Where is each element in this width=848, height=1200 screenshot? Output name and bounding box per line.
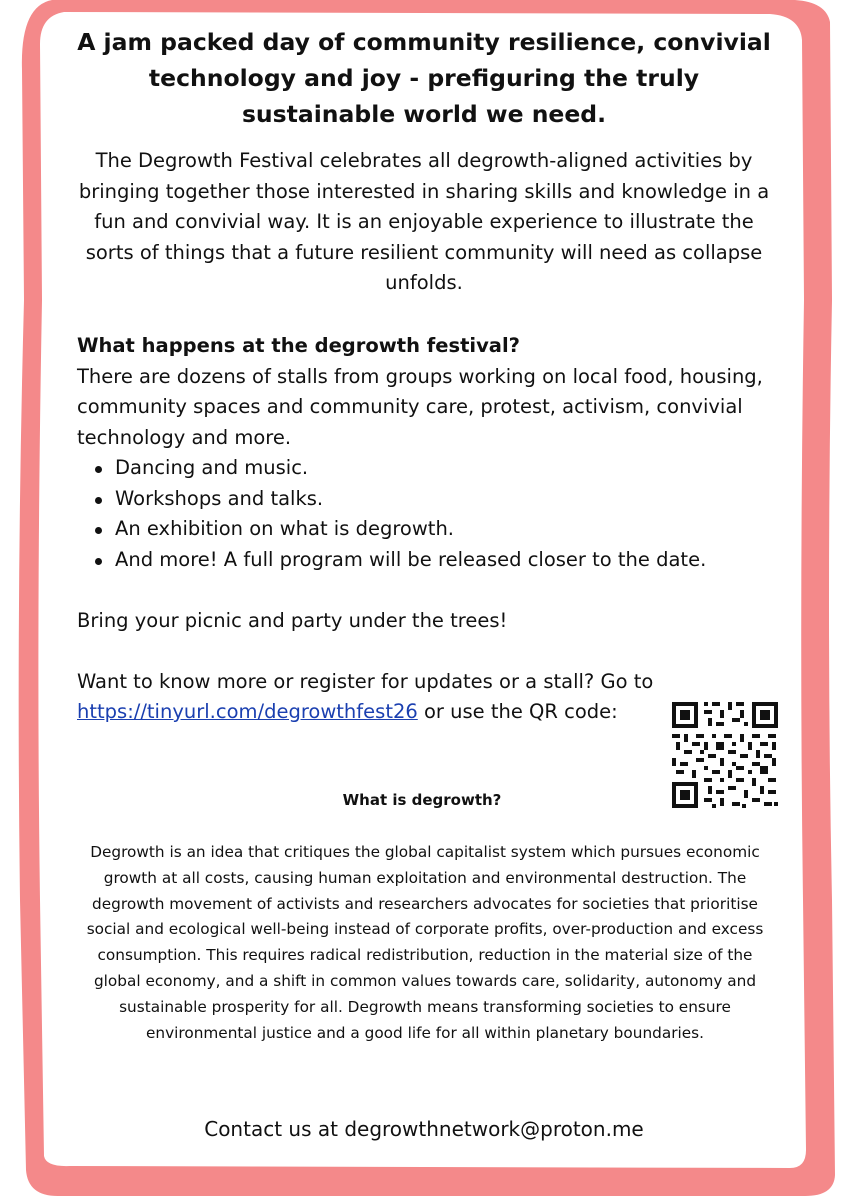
headline: A jam packed day of community resilience, convivial technology and joy - prefiguring the truly sustainable world we need. xyxy=(77,28,771,128)
list-item: And more! A full program will be released closer to the date. xyxy=(77,545,777,576)
list-item: An exhibition on what is degrowth. xyxy=(77,514,777,545)
list-item: Workshops and talks. xyxy=(77,484,777,515)
what-is-degrowth-body: Degrowth is an idea that critiques the global capitalist system which pursues economic growth at all costs, causing human exploitation and environmental destruction. The degrowth movement of activists and researchers advocates for societies that prioritise social and ecological well-being instead of corporate profits, over-production and excess consumption. This requires radical redistribution, reduction in the material size of the global economy, and a shift in common values towards care, solidarity, autonomy and sustainable prosperity for all. Degrowth means transforming societies to ensure environmental justice and a good life for all within planetary boundaries. xyxy=(86,843,764,1042)
contact-line: Contact us at degrowthnetwork@proton.me xyxy=(204,1117,644,1141)
festival-details xyxy=(77,331,777,728)
intro-paragraph: The Degrowth Festival celebrates all degrowth-aligned activities by bringing together those interested in sharing skills and knowledge in a fun and convivial way. It is an enjoyable experience to illustrate the sorts of things that a future resilient community will need as collapse unfolds. xyxy=(78,149,770,294)
registration-link[interactable]: https://tinyurl.com/degrowthfest26 xyxy=(77,700,418,723)
picnic-line: Bring your picnic and party under the trees! xyxy=(77,608,508,632)
activity-list xyxy=(77,453,777,575)
register-line: Want to know more or register for updates or a stall? Go to xyxy=(77,669,654,693)
festival-heading: What happens at the degrowth festival? xyxy=(77,334,520,357)
qr-code-icon[interactable] xyxy=(672,702,778,808)
festival-description: There are dozens of stalls from groups working on local food, housing, community spaces and community care, protest, activism, convivial technology and more. xyxy=(77,364,763,449)
what-is-degrowth-title: What is degrowth? xyxy=(342,791,502,809)
list-item: Dancing and music. xyxy=(77,453,777,484)
qr-hint: or use the QR code: xyxy=(423,700,618,723)
